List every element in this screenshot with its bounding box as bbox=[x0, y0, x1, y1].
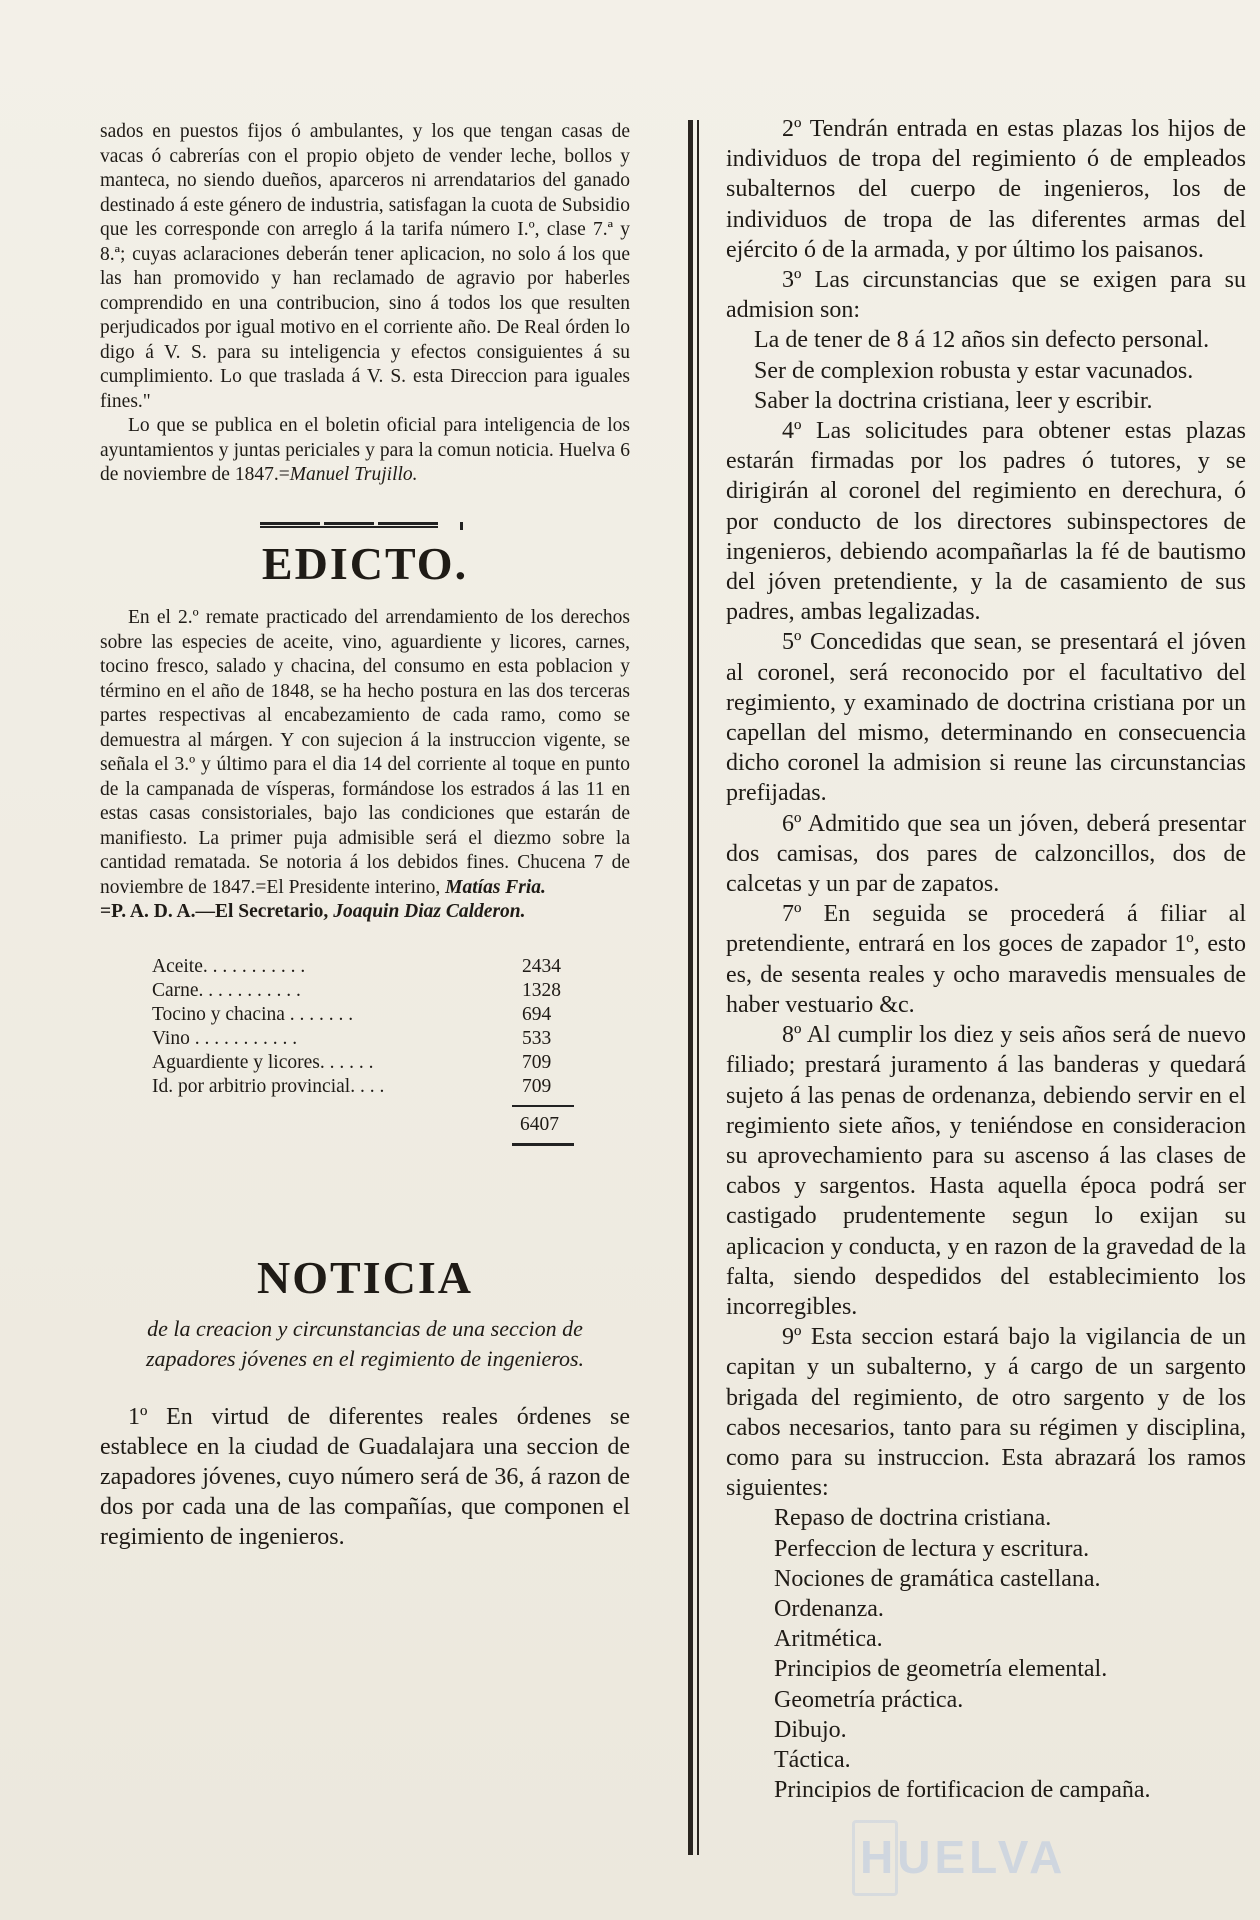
noticia-subtitle: de la creacion y circunstancias de una seccion de zapadores jóvenes en el regimiento de ingenieros. bbox=[145, 1316, 585, 1371]
item-5: 5º Concedidas que sean, se presentará el jóven al coronel, será reconocido por el facultativo del regimiento, y examinado de doctrina cristiana por un capellan del mismo, determinando en consecuencia dicho coronel la admision si reune las circunstancias prefijadas. bbox=[726, 629, 1246, 807]
item-8: 8º Al cumplir los diez y seis años será de nuevo filiado; prestará juramento á las banderas y quedará sujeto á las penas de ordenanza, debiendo servir en el regimiento siete años, y teniéndose en consideracion su aprovechamiento para su ascenso á las clases de cabos y sargentos. Hasta aquella época podrá ser castigado prudentemente segun lo exijan su aplicacion y conducta, y en razon de la gravedad de la falta, siendo despedidos del establecimiento los incorregibles. bbox=[726, 1022, 1246, 1320]
list-item: Principios de fortificacion de campaña. bbox=[774, 1777, 1151, 1804]
continued-paragraph: sados en puestos fijos ó ambulantes, y los que tengan casas de vacas ó cabrerías con el propio objeto de vender leche, bollos y manteca, no siendo dueños, aparceros ni arrendatarios del ganado destinado á este género de industria, satisfagan la cuota de Subsidio que les corresponde con arreglo á la tarifa número I.º, clase 7.ª y 8.ª; cuyas aclaraciones deberán tener aplicacion, no solo á los que las han promovido y han reclamado de agravio por haberles comprendido en una contribucion, sino á todos los que resulten perjudicados por igual motivo en el corriente año. De Real órden lo digo á V. S. para su inteligencia y efectos consiguientes á su cumplimiento. Lo que traslada á V. S. esta Direccion para iguales fines." bbox=[100, 121, 630, 412]
edicto-secretary: Joaquin Diaz Calderon. bbox=[333, 901, 526, 922]
edicto-body-text: En el 2.º remate practicado del arrendamiento de los derechos sobre las especies de aceite, vino, aguardiente y licores, carnes, tocino fresco, salado y chacina, del consumo en esta poblacion y término en el año de 1848, se ha hecho postura en las dos terceras partes respectivas al encabezamiento de cada ramo, como se demuestra al márgen. Y con sujecion á la instruccion vigente, se señala el 3.º y último para el dia 14 del corriente al toque en punto de la campanada de vísperas, formándose los estrados á las 11 en estas casas consistoriales, bajo las condiciones que estarán de manifiesto. La primer puja admisible será el diezmo sobre la cantidad rematada. Se notoria á los debidos fines. Chucena 7 de noviembre de 1847.=El Presidente interino, bbox=[100, 607, 630, 898]
edicto-heading: EDICTO. bbox=[261, 537, 469, 589]
item-2: 2º Tendrán entrada en estas plazas los hijos de individuos de tropa del regimiento ó de empleados subalternos del cuerpo de ingenieros, los de individuos de tropa de las diferentes armas del ejército ó de la armada, y por último los paisanos. bbox=[726, 116, 1246, 263]
item-4: 4º Las solicitudes para obtener estas plazas estarán firmadas por los padres ó tutores, y se dirigirán al coronel del regimiento en derechura, ó por conducto de los directores subinspectores de ingenieros, debiendo acompañarlas la fé de bautismo del jóven pretendiente, y la de casamiento de sus padres, ambas legalizadas. bbox=[726, 418, 1246, 626]
table-row: Id. por arbitrio provincial. . . . 709 bbox=[152, 1075, 552, 1097]
edicto-president: Matías Fria. bbox=[445, 876, 546, 898]
column-divider bbox=[688, 120, 693, 1855]
total-rule bbox=[512, 1105, 574, 1107]
edicto-body bbox=[100, 606, 630, 900]
list-item: Ordenanza. bbox=[774, 1595, 884, 1622]
table-row: Aguardiente y licores. . . . . . 709 bbox=[152, 1051, 552, 1073]
publication-note bbox=[100, 414, 630, 488]
list-item: Perfeccion de lectura y escritura. bbox=[774, 1535, 1090, 1562]
subjects-list bbox=[726, 1503, 1246, 1805]
item-9: 9º Esta seccion estará bajo la vigilancia de un capitan y un subalterno, y á cargo de un sargento brigada del regimiento, de otro sargento y de los cabos necesarios, tanto para su régimen y disciplina, como para su instruccion. Esta abrazará los ramos siguientes: bbox=[726, 1324, 1246, 1502]
noticia-heading: NOTICIA bbox=[257, 1251, 473, 1303]
list-item: Principios de geometría elemental. bbox=[774, 1656, 1108, 1683]
table-row: Aceite. . . . . . . . . . . 2434 bbox=[152, 955, 561, 977]
total-rule-bottom bbox=[512, 1143, 574, 1146]
list-item: Geometría práctica. bbox=[774, 1686, 964, 1713]
table-row: Vino . . . . . . . . . . . 533 bbox=[152, 1027, 552, 1049]
section-separator bbox=[260, 522, 470, 528]
item-3-condition-b: Ser de complexion robusta y estar vacunados. bbox=[754, 357, 1194, 384]
list-item: Táctica. bbox=[774, 1746, 851, 1773]
item-3-condition-a: La de tener de 8 á 12 años sin defecto personal. bbox=[754, 327, 1210, 354]
table-row: Carne. . . . . . . . . . . 1328 bbox=[152, 979, 561, 1001]
list-item: Aritmética. bbox=[774, 1626, 883, 1653]
archive-watermark: HUELVA bbox=[860, 1831, 1067, 1883]
postura-table bbox=[152, 955, 592, 1146]
publication-note-text: Lo que se publica en el boletin oficial para inteligencia de los ayuntamientos y juntas periciales y para la comun noticia. Huelva 6 de noviembre de 1847.= bbox=[100, 415, 630, 485]
table-total: 6407 bbox=[520, 1113, 559, 1135]
list-item: Repaso de doctrina cristiana. bbox=[774, 1505, 1052, 1532]
list-item: Nociones de gramática castellana. bbox=[774, 1565, 1101, 1592]
list-item: Dibujo. bbox=[774, 1716, 847, 1743]
item-6: 6º Admitido que sea un jóven, deberá presentar dos camisas, dos pares de calzoncillos, dos de calcetas y un par de zapatos. bbox=[726, 810, 1246, 898]
signature-manuel-trujillo: Manuel Trujillo. bbox=[289, 464, 418, 485]
edicto-signature-prefix: =P. A. D. A.—El Secretario, bbox=[100, 901, 334, 922]
item-1: 1º En virtud de diferentes reales órdenes se establece en la ciudad de Guadalajara una seccion de zapadores jóvenes, cuyo número será de 36, á razon de dos por cada una de las compañías, que componen el regimiento de ingenieros. bbox=[100, 1404, 630, 1550]
item-7: 7º En seguida se procederá á filiar al pretendiente, entrará en los goces de zapador 1º, esto es, de sesenta reales y ocho maravedis mensuales de haber vestuario &c. bbox=[726, 901, 1246, 1018]
table-row: Tocino y chacina . . . . . . . 694 bbox=[152, 1003, 552, 1025]
item-3: 3º Las circunstancias que se exigen para su admision son: bbox=[726, 267, 1246, 324]
edicto-signature bbox=[100, 900, 630, 925]
item-3-condition-c: Saber la doctrina cristiana, leer y escribir. bbox=[754, 387, 1153, 414]
left-column bbox=[100, 120, 630, 1552]
right-column bbox=[726, 114, 1246, 1805]
